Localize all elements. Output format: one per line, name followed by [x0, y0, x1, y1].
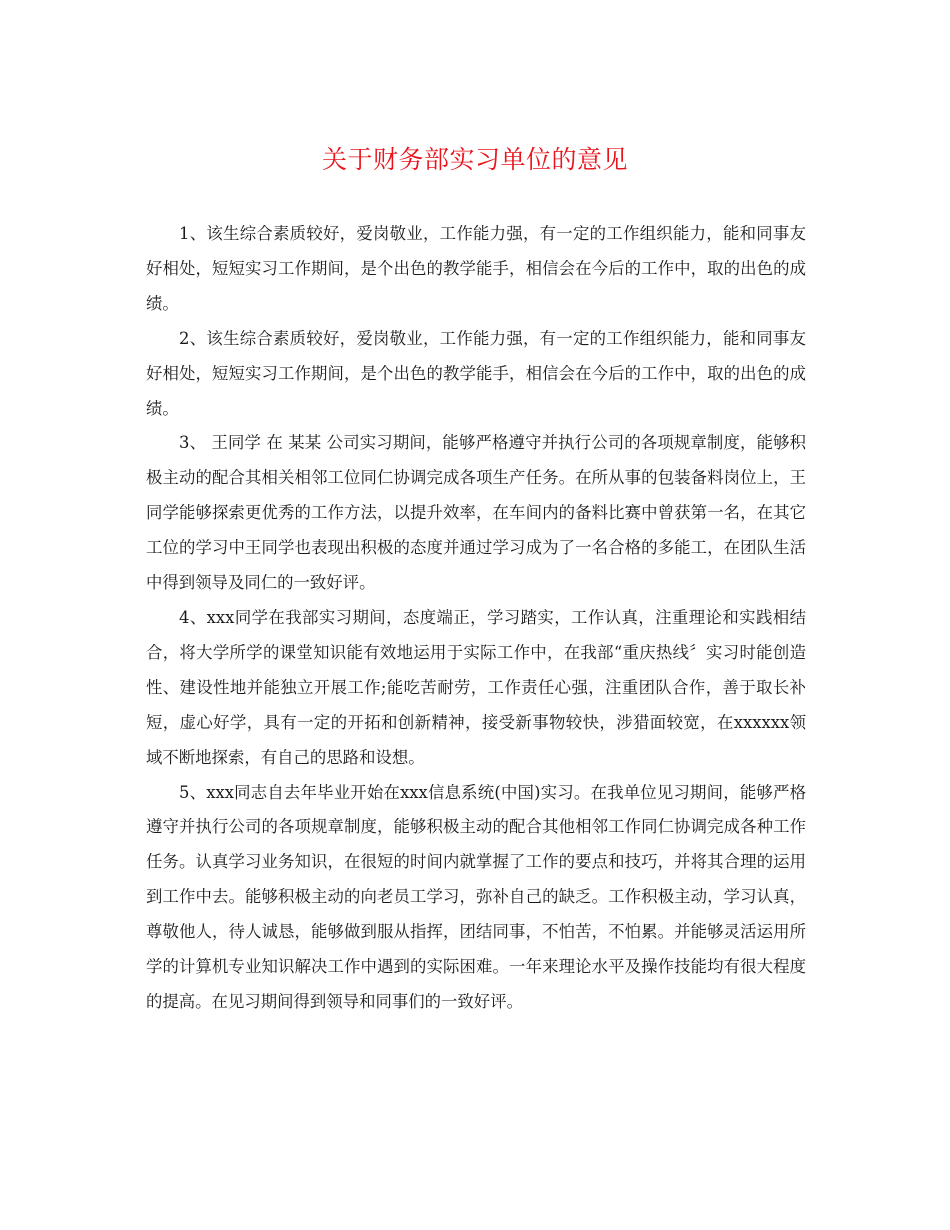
document-title: 关于财务部实习单位的意见 — [321, 145, 628, 174]
paragraph-2: 2、该生综合素质较好，爱岗敬业，工作能力强，有一定的工作组织能力，能和同事友好相处，短短实习工作期间，是个出色的教学能手，相信会在今后的工作中，取的出色的成绩。 — [146, 328, 806, 418]
paragraph-5: 5、xxx同志自去年毕业开始在xxx信息系统(中国)实习。在我单位见习期间，能够严格遵守并执行公司的各项规章制度，能够积极主动的配合其他相邻工作同仁协调完成各种工作任务。认真学习业务知识，在很短的时间内就掌握了工作的要点和技巧，并将其合理的运用到工作中去。能够积极主动的向老员工学习，弥补自己的缺乏。工作积极主动，学习认真，尊敬他人，待人诚恳，能够做到服从指挥，团结同事，不怕苦，不怕累。并能够灵活运用所学的计算机专业知识解决工作中遇到的实际困难。一年来理论水平及操作技能均有很大程度的提高。在见习期间得到领导和同事们的一致好评。 — [146, 782, 806, 1011]
paragraph-1: 1、该生综合素质较好，爱岗敬业，工作能力强，有一定的工作组织能力，能和同事友好相处，短短实习工作期间，是个出色的教学能手，相信会在今后的工作中，取的出色的成绩。 — [146, 224, 806, 313]
document-body — [146, 217, 806, 1020]
paragraph-3: 3、 王同学 在 某某 公司实习期间，能够严格遵守并执行公司的各项规章制度，能够积极主动的配合其相关相邻工位同仁协调完成各项生产任务。在所从事的包装备料岗位上，王同学能够探索更优秀的工作方法，以提升效率，在车间内的备料比赛中曾获第一名，在其它工位的学习中王同学也表现出积极的态度并通过学习成为了一名合格的多能工，在团队生活中得到领导及同仁的一致好评。 — [146, 433, 806, 593]
paragraph-4: 4、xxx同学在我部实习期间，态度端正，学习踏实，工作认真，注重理论和实践相结合，将大学所学的课堂知识能有效地运用于实际工作中，在我部“重庆热线〞实习时能创造性、建设性地并能独立开展工作;能吃苦耐劳，工作责任心强，注重团队合作，善于取长补短，虚心好学，具有一定的开拓和创新精神，接受新事物较快，涉猎面较宽，在xxxxxx领域不断地探索，有自己的思路和设想。 — [146, 607, 806, 767]
